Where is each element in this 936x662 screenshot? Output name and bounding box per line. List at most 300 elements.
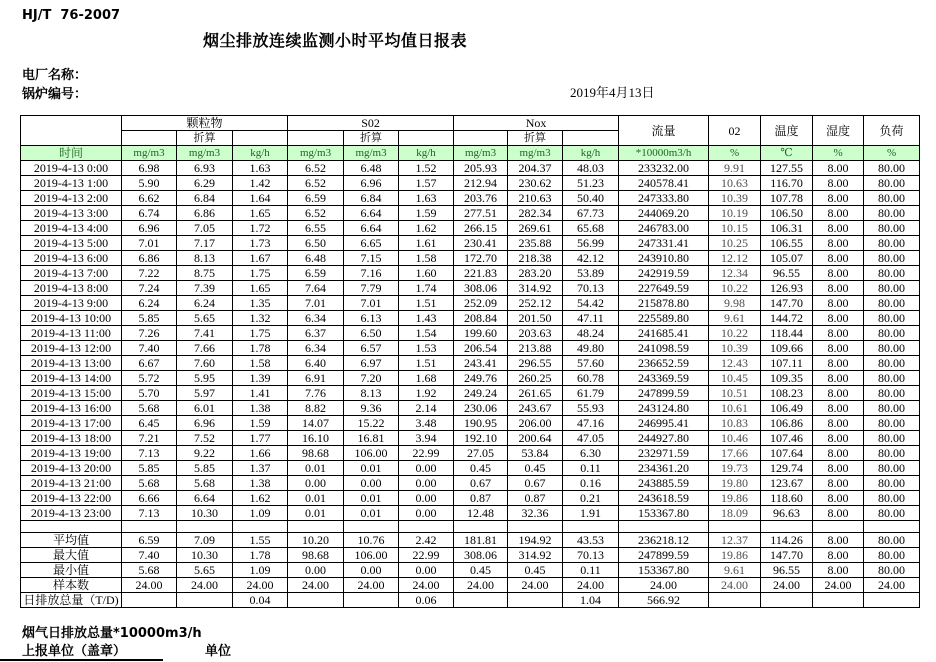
- cell-so2-conv: 6.84: [344, 191, 399, 206]
- cell-pm-conv: 6.01: [177, 401, 233, 416]
- cell-so2-conv: 7.20: [344, 371, 399, 386]
- cell-pm-conv: 6.64: [177, 491, 233, 506]
- cell-so2-kgh: 1.60: [399, 266, 454, 281]
- cell-flow: 215878.80: [619, 296, 709, 311]
- cell-pm-conv: 10.30: [177, 548, 233, 563]
- cell-flow: 243885.59: [619, 476, 709, 491]
- cell-humidity: 8.00: [813, 431, 864, 446]
- cell-pm-conv: 6.96: [177, 416, 233, 431]
- cell-nox: 206.54: [454, 341, 508, 356]
- cell-nox-conv: 282.34: [508, 206, 563, 221]
- cell-time: 最大值: [21, 548, 122, 563]
- cell-nox: 0.87: [454, 491, 508, 506]
- cell-pm: 24.00: [122, 578, 177, 593]
- cell-nox-kgh: 67.73: [563, 206, 619, 221]
- cell-humidity: 8.00: [813, 311, 864, 326]
- cell-so2-kgh: 1.62: [399, 221, 454, 236]
- cell-temp: 118.44: [761, 326, 813, 341]
- cell-nox-conv: 260.25: [508, 371, 563, 386]
- cell-pm-kgh: 1.38: [233, 476, 288, 491]
- cell-time: 平均值: [21, 533, 122, 548]
- cell-nox-kgh: 56.99: [563, 236, 619, 251]
- cell-o2: 18.09: [709, 506, 761, 521]
- cell-flow: 236218.12: [619, 533, 709, 548]
- table-row: [21, 281, 920, 296]
- cell-time: 2019-4-13 7:00: [21, 266, 122, 281]
- cell-flow: 242919.59: [619, 266, 709, 281]
- cell-so2: 6.91: [288, 371, 344, 386]
- cell-nox-conv: 0.45: [508, 461, 563, 476]
- cell-time: 2019-4-13 16:00: [21, 401, 122, 416]
- cell-nox-conv: 0.45: [508, 563, 563, 578]
- cell-o2: 10.63: [709, 176, 761, 191]
- cell-load: 80.00: [864, 461, 920, 476]
- cell-time: 2019-4-13 8:00: [21, 281, 122, 296]
- cell-time: 最小值: [21, 563, 122, 578]
- cell-pm-kgh: 1.09: [233, 506, 288, 521]
- cell-so2-kgh: 0.00: [399, 506, 454, 521]
- unit-pm: mg/m3: [122, 146, 177, 161]
- cell-humidity: 8.00: [813, 191, 864, 206]
- cell-o2: 12.12: [709, 251, 761, 266]
- cell-flow: 236652.59: [619, 356, 709, 371]
- cell-so2: 6.40: [288, 356, 344, 371]
- cell-temp: 106.55: [761, 236, 813, 251]
- cell-so2: 6.52: [288, 161, 344, 176]
- cell-flow: 225589.80: [619, 311, 709, 326]
- cell-nox-conv: 0.67: [508, 476, 563, 491]
- table-row: [21, 446, 920, 461]
- cell-nox: 308.06: [454, 548, 508, 563]
- cell-load: 80.00: [864, 401, 920, 416]
- cell-o2: 12.43: [709, 356, 761, 371]
- table-row: [21, 416, 920, 431]
- cell-temp: 127.55: [761, 161, 813, 176]
- cell-o2: 19.86: [709, 548, 761, 563]
- cell-temp: 106.50: [761, 206, 813, 221]
- cell-nox-conv: 296.55: [508, 356, 563, 371]
- cell-o2: 17.66: [709, 446, 761, 461]
- cell-temp: 116.70: [761, 176, 813, 191]
- cell-so2-conv: 16.81: [344, 431, 399, 446]
- cell-pm-kgh: 1.37: [233, 461, 288, 476]
- cell-flow: 566.92: [619, 593, 709, 608]
- column-humidity: 湿度: [813, 116, 864, 146]
- cell-time: 2019-4-13 20:00: [21, 461, 122, 476]
- unit-nox-conv: mg/m3: [508, 146, 563, 161]
- cell-temp: 147.70: [761, 296, 813, 311]
- cell-so2: 6.37: [288, 326, 344, 341]
- cell-pm-kgh: 1.62: [233, 491, 288, 506]
- cell-o2: 10.61: [709, 401, 761, 416]
- cell-so2-conv: [344, 593, 399, 608]
- cell-load: 80.00: [864, 251, 920, 266]
- cell-o2: 10.45: [709, 371, 761, 386]
- cell-nox: 221.83: [454, 266, 508, 281]
- cell-so2: 0.00: [288, 563, 344, 578]
- table-row: [21, 296, 920, 311]
- spacer-cell: [344, 521, 399, 533]
- cell-nox: 0.45: [454, 461, 508, 476]
- cell-so2-conv: 24.00: [344, 578, 399, 593]
- cell-so2: 6.34: [288, 311, 344, 326]
- cell-time: 2019-4-13 19:00: [21, 446, 122, 461]
- cell-nox-conv: 283.20: [508, 266, 563, 281]
- cell-pm-kgh: 1.78: [233, 341, 288, 356]
- cell-load: 80.00: [864, 161, 920, 176]
- so2-rate-cell: [399, 131, 454, 146]
- cell-so2-conv: 7.79: [344, 281, 399, 296]
- cell-pm-kgh: 1.72: [233, 221, 288, 236]
- cell-pm: 7.22: [122, 266, 177, 281]
- cell-so2-conv: 15.22: [344, 416, 399, 431]
- cell-humidity: 24.00: [813, 578, 864, 593]
- cell-pm-conv: 7.05: [177, 221, 233, 236]
- cell-so2: 6.55: [288, 221, 344, 236]
- cell-nox-conv: 314.92: [508, 281, 563, 296]
- cell-so2: 16.10: [288, 431, 344, 446]
- cell-o2: 19.80: [709, 476, 761, 491]
- cell-nox: 252.09: [454, 296, 508, 311]
- unit-pm-kgh: kg/h: [233, 146, 288, 161]
- column-temp: 温度: [761, 116, 813, 146]
- summary-row: [21, 593, 920, 608]
- table-header: [21, 116, 920, 161]
- cell-nox: 212.94: [454, 176, 508, 191]
- cell-pm-conv: 24.00: [177, 578, 233, 593]
- cell-flow: 233232.00: [619, 161, 709, 176]
- cell-so2-kgh: 22.99: [399, 548, 454, 563]
- cell-flow: 243910.80: [619, 251, 709, 266]
- cell-so2-kgh: 24.00: [399, 578, 454, 593]
- cell-load: 80.00: [864, 326, 920, 341]
- cell-temp: 108.23: [761, 386, 813, 401]
- cell-flow: 247333.80: [619, 191, 709, 206]
- cell-so2-conv: 9.36: [344, 401, 399, 416]
- cell-flow: 244927.80: [619, 431, 709, 446]
- table-row: [21, 476, 920, 491]
- cell-nox: 0.45: [454, 563, 508, 578]
- cell-nox-conv: 194.92: [508, 533, 563, 548]
- cell-nox-conv: 218.38: [508, 251, 563, 266]
- cell-time: 样本数: [21, 578, 122, 593]
- cell-flow: 243124.80: [619, 401, 709, 416]
- column-group-pm: 颗粒物: [122, 116, 288, 131]
- cell-pm: 6.98: [122, 161, 177, 176]
- spacer-cell: [813, 521, 864, 533]
- so2-converted-label: 折算: [344, 131, 399, 146]
- cell-nox: 12.48: [454, 506, 508, 521]
- cell-time: 2019-4-13 11:00: [21, 326, 122, 341]
- cell-pm-conv: 7.41: [177, 326, 233, 341]
- cell-o2: 9.61: [709, 311, 761, 326]
- table-row: [21, 326, 920, 341]
- unit-o2: %: [709, 146, 761, 161]
- cell-o2: 24.00: [709, 578, 761, 593]
- cell-nox-kgh: 0.16: [563, 476, 619, 491]
- cell-so2-kgh: 1.51: [399, 296, 454, 311]
- cell-nox-kgh: 0.11: [563, 563, 619, 578]
- cell-flow: 232971.59: [619, 446, 709, 461]
- cell-o2: 9.91: [709, 161, 761, 176]
- cell-nox-kgh: 48.24: [563, 326, 619, 341]
- spacer-cell: [761, 521, 813, 533]
- pm-direct-cell: [122, 131, 177, 146]
- cell-pm: 6.62: [122, 191, 177, 206]
- cell-flow: 240578.41: [619, 176, 709, 191]
- cell-nox-kgh: 53.89: [563, 266, 619, 281]
- cell-nox-kgh: 57.60: [563, 356, 619, 371]
- cell-flow: 246995.41: [619, 416, 709, 431]
- so2-direct-cell: [288, 131, 344, 146]
- cell-nox: 0.67: [454, 476, 508, 491]
- cell-temp: 107.78: [761, 191, 813, 206]
- bottom-divider: [0, 659, 163, 661]
- spacer-cell: [399, 521, 454, 533]
- cell-o2: 12.37: [709, 533, 761, 548]
- cell-so2-kgh: 3.48: [399, 416, 454, 431]
- cell-o2: 10.25: [709, 236, 761, 251]
- page-title: 烟尘排放连续监测小时平均值日报表: [203, 31, 468, 50]
- cell-pm-conv: 7.66: [177, 341, 233, 356]
- cell-temp: 109.35: [761, 371, 813, 386]
- cell-humidity: 8.00: [813, 533, 864, 548]
- cell-so2: 6.50: [288, 236, 344, 251]
- cell-time: 日排放总量（T/D): [21, 593, 122, 608]
- cell-nox: 277.51: [454, 206, 508, 221]
- cell-so2: 6.59: [288, 191, 344, 206]
- cell-so2: 14.07: [288, 416, 344, 431]
- table-row: [21, 491, 920, 506]
- cell-humidity: 8.00: [813, 221, 864, 236]
- table-row: [21, 386, 920, 401]
- cell-load: 80.00: [864, 176, 920, 191]
- cell-so2-kgh: 1.92: [399, 386, 454, 401]
- cell-pm-conv: 5.65: [177, 563, 233, 578]
- cell-nox-kgh: 50.40: [563, 191, 619, 206]
- cell-humidity: 8.00: [813, 341, 864, 356]
- cell-so2-kgh: 0.00: [399, 461, 454, 476]
- cell-nox-conv: 230.62: [508, 176, 563, 191]
- cell-time: 2019-4-13 1:00: [21, 176, 122, 191]
- cell-humidity: 8.00: [813, 266, 864, 281]
- cell-humidity: 8.00: [813, 563, 864, 578]
- cell-load: 80.00: [864, 206, 920, 221]
- cell-pm-conv: 7.39: [177, 281, 233, 296]
- cell-so2: 6.52: [288, 176, 344, 191]
- cell-nox-conv: 243.67: [508, 401, 563, 416]
- cell-load: 80.00: [864, 266, 920, 281]
- cell-so2: 7.01: [288, 296, 344, 311]
- spacer-cell: [21, 521, 122, 533]
- cell-humidity: 8.00: [813, 236, 864, 251]
- cell-nox-kgh: 1.91: [563, 506, 619, 521]
- time-column-header: 时间: [21, 146, 122, 161]
- unit-so2: mg/m3: [288, 146, 344, 161]
- cell-temp: 96.55: [761, 266, 813, 281]
- cell-pm-kgh: 1.55: [233, 533, 288, 548]
- cell-so2-conv: 0.00: [344, 476, 399, 491]
- cell-so2-conv: 6.48: [344, 161, 399, 176]
- unit-nox: mg/m3: [454, 146, 508, 161]
- standard-number: HJ/T 76-2007: [22, 8, 121, 23]
- cell-nox-kgh: 47.16: [563, 416, 619, 431]
- cell-temp: 105.07: [761, 251, 813, 266]
- cell-pm: 5.68: [122, 401, 177, 416]
- report-date: 2019年4月13日: [570, 85, 655, 100]
- cell-so2-conv: 6.50: [344, 326, 399, 341]
- cell-so2: [288, 593, 344, 608]
- cell-so2-conv: 8.13: [344, 386, 399, 401]
- cell-pm: 5.68: [122, 563, 177, 578]
- cell-pm: 7.21: [122, 431, 177, 446]
- cell-o2: 19.73: [709, 461, 761, 476]
- cell-nox: 205.93: [454, 161, 508, 176]
- cell-so2-kgh: 2.14: [399, 401, 454, 416]
- spacer-cell: [233, 521, 288, 533]
- table-row: [21, 191, 920, 206]
- cell-nox-kgh: 51.23: [563, 176, 619, 191]
- cell-o2: 12.34: [709, 266, 761, 281]
- cell-flow: 234361.20: [619, 461, 709, 476]
- cell-nox-kgh: 0.21: [563, 491, 619, 506]
- cell-humidity: 8.00: [813, 281, 864, 296]
- cell-so2-kgh: 1.68: [399, 371, 454, 386]
- table-row: [21, 221, 920, 236]
- cell-nox: 230.06: [454, 401, 508, 416]
- table-row: [21, 176, 920, 191]
- unit-load: %: [864, 146, 920, 161]
- cell-nox: 190.95: [454, 416, 508, 431]
- cell-nox-conv: 32.36: [508, 506, 563, 521]
- cell-flow: 246783.00: [619, 221, 709, 236]
- cell-o2: 10.46: [709, 431, 761, 446]
- cell-so2-conv: 10.76: [344, 533, 399, 548]
- cell-nox: 27.05: [454, 446, 508, 461]
- cell-load: 80.00: [864, 416, 920, 431]
- unit-flow: *10000m3/h: [619, 146, 709, 161]
- cell-load: 80.00: [864, 371, 920, 386]
- cell-so2-conv: 0.01: [344, 506, 399, 521]
- cell-time: 2019-4-13 23:00: [21, 506, 122, 521]
- cell-temp: 24.00: [761, 578, 813, 593]
- table-row: [21, 431, 920, 446]
- cell-pm-conv: 5.65: [177, 311, 233, 326]
- cell-so2-conv: 106.00: [344, 548, 399, 563]
- cell-humidity: 8.00: [813, 161, 864, 176]
- cell-o2: 10.22: [709, 281, 761, 296]
- cell-nox-kgh: 6.30: [563, 446, 619, 461]
- cell-flow: 243618.59: [619, 491, 709, 506]
- cell-humidity: 8.00: [813, 416, 864, 431]
- summary-row: [21, 533, 920, 548]
- cell-humidity: 8.00: [813, 476, 864, 491]
- cell-so2-kgh: 1.58: [399, 251, 454, 266]
- cell-temp: 107.11: [761, 356, 813, 371]
- cell-flow: 241098.59: [619, 341, 709, 356]
- cell-so2-conv: 6.64: [344, 206, 399, 221]
- cell-pm-conv: 5.97: [177, 386, 233, 401]
- cell-humidity: 8.00: [813, 491, 864, 506]
- cell-so2-kgh: 22.99: [399, 446, 454, 461]
- cell-nox: 249.76: [454, 371, 508, 386]
- cell-humidity: 8.00: [813, 371, 864, 386]
- cell-pm-conv: 10.30: [177, 506, 233, 521]
- cell-humidity: 8.00: [813, 401, 864, 416]
- column-group-nox: Nox: [454, 116, 619, 131]
- cell-pm-conv: 5.85: [177, 461, 233, 476]
- cell-so2-conv: 106.00: [344, 446, 399, 461]
- cell-load: 80.00: [864, 446, 920, 461]
- cell-pm-kgh: 1.39: [233, 371, 288, 386]
- cell-pm-conv: 6.29: [177, 176, 233, 191]
- pm-converted-label: 折算: [177, 131, 233, 146]
- cell-o2: 9.98: [709, 296, 761, 311]
- cell-temp: 123.67: [761, 476, 813, 491]
- cell-humidity: 8.00: [813, 251, 864, 266]
- cell-nox-kgh: 0.11: [563, 461, 619, 476]
- table-row: [21, 266, 920, 281]
- cell-flow: 24.00: [619, 578, 709, 593]
- cell-so2: 0.00: [288, 476, 344, 491]
- cell-pm-conv: 5.95: [177, 371, 233, 386]
- cell-time: 2019-4-13 14:00: [21, 371, 122, 386]
- spacer-cell: [508, 521, 563, 533]
- cell-pm-kgh: 1.67: [233, 251, 288, 266]
- cell-load: 80.00: [864, 281, 920, 296]
- cell-so2-conv: 6.96: [344, 176, 399, 191]
- cell-nox-kgh: 1.04: [563, 593, 619, 608]
- cell-so2-kgh: 0.00: [399, 476, 454, 491]
- cell-flow: 241685.41: [619, 326, 709, 341]
- table-row: [21, 311, 920, 326]
- table-row: [21, 506, 920, 521]
- cell-so2-kgh: 1.53: [399, 341, 454, 356]
- cell-nox-conv: 261.65: [508, 386, 563, 401]
- cell-pm-kgh: 1.78: [233, 548, 288, 563]
- cell-nox-kgh: 43.53: [563, 533, 619, 548]
- cell-temp: 129.74: [761, 461, 813, 476]
- cell-time: 2019-4-13 9:00: [21, 296, 122, 311]
- cell-time: 2019-4-13 5:00: [21, 236, 122, 251]
- cell-pm-kgh: 1.75: [233, 266, 288, 281]
- cell-nox: 24.00: [454, 578, 508, 593]
- cell-pm: 7.26: [122, 326, 177, 341]
- cell-nox-conv: 203.63: [508, 326, 563, 341]
- cell-pm-kgh: 1.64: [233, 191, 288, 206]
- cell-so2: 24.00: [288, 578, 344, 593]
- cell-pm: 6.45: [122, 416, 177, 431]
- header-row-units: [21, 146, 920, 161]
- cell-nox-conv: 252.12: [508, 296, 563, 311]
- cell-pm: 5.68: [122, 476, 177, 491]
- cell-pm-kgh: 1.09: [233, 563, 288, 578]
- column-flow: 流量: [619, 116, 709, 146]
- cell-temp: [761, 593, 813, 608]
- spacer-cell: [177, 521, 233, 533]
- cell-pm-kgh: 24.00: [233, 578, 288, 593]
- cell-pm-conv: 6.86: [177, 206, 233, 221]
- cell-nox-kgh: 47.11: [563, 311, 619, 326]
- cell-pm-conv: 7.17: [177, 236, 233, 251]
- cell-humidity: 8.00: [813, 326, 864, 341]
- summary-row: [21, 578, 920, 593]
- cell-nox-conv: 201.50: [508, 311, 563, 326]
- cell-nox: 308.06: [454, 281, 508, 296]
- cell-pm: 5.85: [122, 461, 177, 476]
- cell-so2: 0.01: [288, 506, 344, 521]
- column-group-so2: S02: [288, 116, 454, 131]
